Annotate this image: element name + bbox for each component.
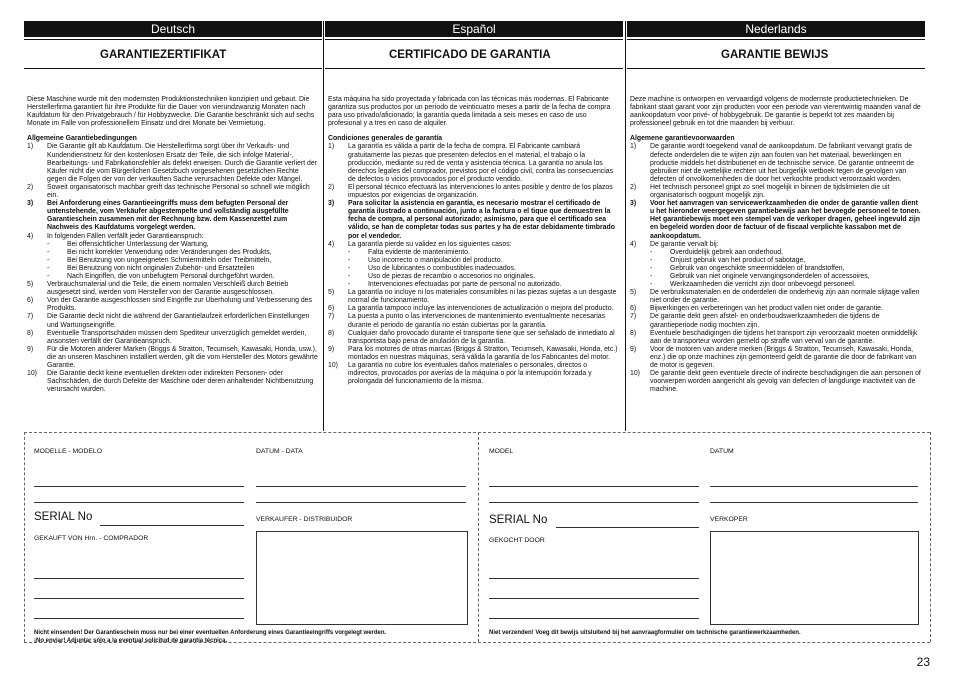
condition-item <box>630 313 921 329</box>
condition-item <box>328 200 619 240</box>
bought-by-label: GEKOCHT DOOR <box>489 537 545 544</box>
condition-number: 2) <box>27 183 34 191</box>
condition-text: Eventuele beschadigingen die tijdens het transport zijn veroorzaakt moeten onmiddellijk aan de transporteur worden gemeld op straffe van verval van de garantie. <box>650 329 918 345</box>
exclusion-item <box>328 265 619 273</box>
model-label: MODELLE - MODELO <box>34 448 102 455</box>
condition-text: Bei Anforderung eines Garantieeingriffs muss dem befugten Personal der untenstehende, vom Verkäufer abgestempelte und vollständig ausgefüllte Garantieschein zusammen mit der Rechnung bzw. dem Kassenzettel zum Nachweis des Kaufdatums vorgelegt werden. <box>47 200 289 232</box>
bought-by-label: GEKAUFT VON Hrn. - COMPRADOR <box>34 535 149 542</box>
card-note: Nicht einsenden! Der Garantieschein muss nur bei einer eventuellen Anforderung eines Garantieeingriffs vorgelegt werden. ¡No enviar! Adjuntar sólo a la eventual solicitud de garantía técnica. <box>34 630 387 644</box>
bullet-dash: - <box>650 272 653 280</box>
condition-number: 10) <box>27 370 37 378</box>
date-label: DATUM <box>710 448 734 455</box>
exclusion-item <box>630 273 921 281</box>
bullet-dash: - <box>650 264 653 272</box>
model-field[interactable] <box>34 502 244 503</box>
serial-label: SERIAL No <box>489 514 548 526</box>
condition-item <box>328 241 619 249</box>
exclusion-item <box>27 265 318 273</box>
bullet-dash: - <box>47 240 50 248</box>
condition-item <box>328 330 619 346</box>
condition-item <box>328 184 619 200</box>
condition-item <box>630 346 921 370</box>
exclusion-item <box>27 257 318 265</box>
buyer-field[interactable] <box>489 598 699 599</box>
buyer-field[interactable] <box>34 618 244 619</box>
condition-number: 1) <box>630 143 637 151</box>
serial-field[interactable] <box>100 525 244 526</box>
column-deutsch <box>24 21 322 394</box>
serial-label: SERIAL No <box>34 511 93 523</box>
date-field[interactable] <box>256 502 466 503</box>
conditions-heading: Condiciones generales de garantía <box>328 135 443 143</box>
serial-field[interactable] <box>556 527 699 528</box>
condition-item <box>27 313 318 329</box>
model-field[interactable] <box>489 502 699 503</box>
condition-text: La garantía no incluye ni los materiales consumibles ni las piezas sujetas a un desgaste normal de funcionamiento. <box>348 289 617 305</box>
language-header: Nederlands <box>627 21 925 37</box>
condition-number: 8) <box>328 329 335 337</box>
buyer-field[interactable] <box>34 598 244 599</box>
page-number: 23 <box>916 655 930 669</box>
condition-text: Para solicitar la asistencia en garantía, es necesario mostrar el certificado de garantía ilustrado a continuación, junto a la factura o el tique que demuestren la fecha de compra, al personal autorizado; asimismo, para que el certificado sea válido, se han de completar todas sus partes y ha de estar debidamente timbrado por el vendedor. <box>348 200 615 240</box>
condition-number: 3) <box>630 200 637 208</box>
condition-item <box>630 289 921 305</box>
exclusion-text: Bei Benutzung von nicht originalen Zubehör- und Ersatzteilen <box>67 264 255 272</box>
exclusion-text: Falta evidente de mantenimiento. <box>368 248 470 256</box>
exclusion-text: Overduidelijk gebrek aan onderhoud, <box>670 248 784 256</box>
cut-line <box>24 432 930 433</box>
bullet-dash: - <box>348 272 351 280</box>
condition-text: Het technisch personeel grijpt zo snel mogelijk in binnen de tijdslimieten die uit organisatorisch oogpunt mogelijk zijn. <box>650 183 890 200</box>
condition-number: 1) <box>328 143 335 151</box>
exclusion-item <box>328 249 619 257</box>
column-divider <box>323 21 324 431</box>
condition-number: 6) <box>328 305 335 313</box>
condition-item <box>27 281 318 297</box>
condition-text: La garantía no cubre los eventuales daños materiales o personales, directos o indirectos, provocados por averías de la máquina o por la interrupción forzada y prolongada del funcionamiento de la misma. <box>348 362 592 386</box>
condition-item <box>27 233 318 241</box>
condition-item <box>27 200 318 232</box>
condition-text: La garantía es válida a partir de la fecha de compra. El Fabricante cambiará gratuitamente las piezas que presenten defectos en el material, el trabajo o la producción, mediante su red de venta y asistencia técnica. La garantía no anula los derechos legales del comprador, previstos por el código civil, contra las consecuencias de defectos o vicios provocados por el producto vendido. <box>348 143 614 183</box>
exclusion-item <box>27 241 318 249</box>
condition-number: 1) <box>27 143 34 151</box>
condition-item <box>630 184 921 200</box>
conditions-heading: Algemene garantievoorwaarden <box>630 135 735 143</box>
exclusion-item <box>328 281 619 289</box>
exclusion-item <box>630 249 921 257</box>
condition-item <box>27 184 318 200</box>
bullet-dash: - <box>47 248 50 256</box>
condition-item <box>630 143 921 183</box>
exclusion-item <box>27 249 318 257</box>
buyer-field[interactable] <box>489 578 699 579</box>
language-header: Español <box>325 21 623 37</box>
warranty-text <box>325 69 623 386</box>
bullet-dash: - <box>348 256 351 264</box>
condition-item <box>630 241 921 249</box>
exclusion-text: Nach Eingriffen, die von unbefugtem Personal durchgeführt wurden. <box>67 272 275 280</box>
condition-text: Voor de motoren van andere merken (Briggs & Stratton, Tecumseh, Kawasaki, Honda, enz.) die op onze machines zijn gemonteerd geldt de garantie die door de fabrikant van de motor is gegeven. <box>650 345 917 369</box>
bullet-dash: - <box>348 264 351 272</box>
condition-text: Voor het aanvragen van servicewerkzaamheden die onder de garantie vallen dient u het hieronder weergegeven garantiebewijs aan het bevoegde personeel te tonen. Het garantiebewijs moet een stempel van de verkoper dragen, geheel ingevuld zijn en begeleid worden door de factuur of de fiscaal verplichte kassabon met de aankoopdatum. <box>650 200 921 240</box>
date-label: DATUM - DATA <box>256 448 303 455</box>
condition-number: 9) <box>630 345 637 353</box>
condition-text: Cualquier daño provocado durante el transporte tiene que ser señalado de inmediato al transportista bajo pena de anulación de la garantía. <box>348 329 615 345</box>
intro-paragraph: Diese Maschine wurde mit den modernsten Produktionstechniken konzipiert und gebaut. Die Herstellerfirma garantiert für ihre Produkte für die Dauer von vierundzwanzig Monaten nach Kaufdatum für den Privatgebrauch / für Hobbyzwecke. Die Garantie beschränkt sich auf sechs Monate im Falle von professionellem Einsatz und drei Monate bei Vermietung. <box>27 96 315 128</box>
condition-number: 5) <box>27 281 34 289</box>
exclusion-item <box>630 281 921 289</box>
condition-item <box>630 200 921 240</box>
condition-text: Die Garantie gilt ab Kaufdatum. Die Herstellerfirma sorgt über ihr Verkaufs- und Kundendienstnetz für den kostenlosen Ersatz der Teile, die sich infolge Material-, Bearbeitungs- und Fabrikationsfehler als defekt erweisen. Durch die Garantie verliert der Käufer nicht die vom Bürgerlichen Gesetzbuch vorgesehenen gesetzlichen Rechte gegen die Folgen der von der verkauften Sache verursachten Defekte oder Mängel. <box>47 143 318 183</box>
exclusion-text: Gebruik van niet originele vervangingsonderdelen of accessoires, <box>670 272 870 280</box>
model-label: MODEL <box>489 448 514 455</box>
date-field[interactable] <box>256 486 466 487</box>
date-field[interactable] <box>710 486 918 487</box>
column-nederlands <box>627 21 925 394</box>
exclusion-text: Werkzaamheden die verricht zijn door onbevoegd personeel. <box>670 281 856 289</box>
condition-number: 8) <box>630 329 637 337</box>
bullet-dash: - <box>650 256 653 264</box>
model-field[interactable] <box>34 486 244 487</box>
condition-text: La puesta a punto o las intervenciones de mantenimiento eventualmente necesarias durante el periodo de garantía no están cubiertas por la garantía. <box>348 313 606 329</box>
buyer-field[interactable] <box>489 618 699 619</box>
condition-text: De garantie dekt geen afstel- en onderhoudswerkzaamheden die tijdens de garantieperiode nodig mochten zijn. <box>650 313 880 329</box>
condition-number: 5) <box>630 289 637 297</box>
exclusion-text: Bei Benutzung von ungeeigneten Schmiermitteln oder Treibmitteln, <box>67 256 272 264</box>
seller-label: VERKAUFER - DISTRIBUIDOR <box>256 516 353 523</box>
column-espanol <box>325 21 623 386</box>
intro-paragraph: Esta máquina ha sido proyectada y fabricada con las técnicas más modernas. El Fabricante garantiza sus productos por un período de veinticuatro meses a partir de la fecha de compra para uso privado/aficionado; la garantía queda limitada a seis meses en caso de uso profesional y a tres en caso de alquiler. <box>328 96 611 128</box>
condition-item <box>27 143 318 183</box>
condition-number: 4) <box>27 232 34 240</box>
condition-item <box>328 289 619 305</box>
exclusion-text: Bei offensichtlicher Unterlassung der Wartung, <box>67 240 209 248</box>
exclusion-text: Gebruik van ongeschikte smeermiddelen of brandstoffen, <box>670 264 845 272</box>
cut-line <box>930 432 931 642</box>
language-header: Deutsch <box>24 21 322 37</box>
condition-text: Für die Motoren anderer Marken (Briggs & Stratton, Tecumseh, Kawasaki, Honda, usw.), die an unseren Maschinen installiert werden, gilt die vom Hersteller des Motors gewährte Garantie. <box>47 345 318 369</box>
condition-text: De garantie dekt geen eventuele directe of indirecte beschadigingen die aan personen of voorwerpen worden aangericht als gevolg van defecten of langdurige inactiviteit van de machine. <box>650 370 921 394</box>
exclusion-text: Bei nicht korrekter Verwendung oder Veränderungen des Produkts, <box>67 248 272 256</box>
condition-number: 6) <box>630 305 637 313</box>
condition-text: Soweit organisatorisch machbar greift das technische Personal so schnell wie möglich ein. <box>47 183 310 200</box>
condition-item <box>630 370 921 394</box>
exclusion-item <box>630 265 921 273</box>
condition-text: La garantía pierde su validez en los siguientes casos: <box>348 240 512 248</box>
exclusion-text: Intervenciones efectuadas por parte de personal no autorizado. <box>368 281 562 289</box>
condition-text: De garantie vervalt bij: <box>650 240 719 248</box>
exclusion-text: Uso incorrecto o manipulación del producto. <box>368 256 503 264</box>
warranty-text <box>24 69 322 394</box>
condition-item <box>27 370 318 394</box>
section-title: GARANTIE BEWIJS <box>627 39 925 69</box>
bullet-dash: - <box>348 281 351 289</box>
condition-number: 2) <box>328 183 335 191</box>
condition-number: 3) <box>27 200 34 208</box>
card-note: Niet verzenden! Voeg dit bewijs uitsluitend bij het aanvraagformulier om technische garantiewerkzaamheden. <box>489 630 801 636</box>
exclusion-item <box>27 273 318 281</box>
condition-number: 10) <box>328 362 338 369</box>
cut-line <box>24 432 25 642</box>
condition-item <box>27 346 318 370</box>
condition-item <box>328 362 619 386</box>
seller-label: VERKOPER <box>710 516 748 523</box>
condition-item <box>328 346 619 362</box>
exclusion-item <box>630 257 921 265</box>
condition-number: 7) <box>27 313 34 321</box>
condition-item <box>328 305 619 313</box>
condition-number: 10) <box>630 370 640 378</box>
exclusion-item <box>328 273 619 281</box>
condition-text: De verbruiksmaterialen en de onderdelen die onderhevig zijn aan normale slijtage vallen niet onder de garantie. <box>650 289 920 305</box>
model-field[interactable] <box>489 486 699 487</box>
condition-text: Von der Garantie ausgeschlossen sind Eingriffe zur Überholung und Verbesserung des Produkts. <box>47 297 312 313</box>
buyer-field[interactable] <box>34 578 244 579</box>
cut-line <box>478 432 479 642</box>
section-title: GARANTIEZERTIFIKAT <box>24 39 322 69</box>
condition-number: 5) <box>328 289 335 297</box>
bullet-dash: - <box>47 272 50 280</box>
condition-item <box>328 313 619 329</box>
condition-item <box>630 330 921 346</box>
bullet-dash: - <box>650 248 653 256</box>
condition-number: 4) <box>328 240 335 248</box>
condition-text: In folgenden Fällen verfällt jeder Garantieanspruch: <box>47 232 204 240</box>
bullet-dash: - <box>47 264 50 272</box>
seller-stamp-box[interactable] <box>710 531 919 625</box>
date-field[interactable] <box>710 502 918 503</box>
conditions-heading: Allgemeine Garantiebedingungen <box>27 135 137 143</box>
bullet-dash: - <box>47 256 50 264</box>
condition-text: Bijwerkingen en verbeteringen van het product vallen niet onder de garantie. <box>650 305 883 313</box>
condition-item <box>27 297 318 313</box>
condition-item <box>630 305 921 313</box>
condition-number: 6) <box>27 297 34 305</box>
condition-number: 8) <box>27 329 34 337</box>
condition-text: Eventuelle Transportschäden müssen dem Spediteur unverzüglich gemeldet werden, ansonsten verfällt der Garantieanspruch. <box>47 329 307 345</box>
condition-text: El personal técnico efectuará las intervenciones lo antes posible y dentro de los plazos impuestos por exigencias de organización. <box>348 183 613 200</box>
condition-number: 7) <box>328 313 335 321</box>
condition-number: 3) <box>328 200 335 208</box>
exclusion-text: Onjuist gebruik van het product of sabotage, <box>670 256 806 264</box>
condition-text: La garantía tampoco incluye las intervenciones de actualización o mejora del producto. <box>348 305 614 313</box>
condition-number: 4) <box>630 240 637 248</box>
condition-text: Verbrauchsmaterial und die Teile, die einem normalen Verschleiß durch Betrieb ausgesetzt sind, werden vom Hersteller von der Garantie ausgeschlossen. <box>47 281 289 297</box>
bullet-dash: - <box>348 248 351 256</box>
condition-text: Para los motores de otras marcas (Briggs & Stratton, Tecumseh, Kawasaki, Honda, etc.) montados en nuestras máquinas, será válida la garantía de los Fabricantes del motor. <box>348 345 618 361</box>
condition-text: De garantie wordt toegekend vanaf de aankoopdatum. De fabrikant vervangt gratis de defecte onderdelen die te wijten zijn aan fouten van het materiaal, bewerkingen en productie middels het distributienet en de technische service. De garantie ontneemt de gebruiker niet de wettelijke rechten uit het burgerlijk wetboek tegen de gevolgen van defecten of onvolkomenheden die door het verkochte product veroorzaakt worden. <box>650 143 914 183</box>
seller-stamp-box[interactable] <box>256 531 468 625</box>
intro-paragraph: Deze machine is ontworpen en vervaardigd volgens de modernste productietechnieken. De fabrikant staat garant voor zijn producten voor een periode van vierentwintig maanden vanaf de aankoopdatum voor privé- of hobbygebruik. De garantie is beperkt tot zes maanden bij professioneel gebruik en tot drie maanden bij verhuur. <box>630 96 921 128</box>
section-title: CERTIFICADO DE GARANTIA <box>325 39 623 69</box>
condition-number: 7) <box>630 313 637 321</box>
condition-number: 2) <box>630 183 637 191</box>
warranty-text <box>627 69 925 394</box>
exclusion-item <box>328 257 619 265</box>
condition-number: 9) <box>328 345 335 353</box>
condition-item <box>27 330 318 346</box>
exclusion-text: Uso de lubricantes o combustibles inadecuados. <box>368 264 516 272</box>
condition-item <box>328 143 619 183</box>
condition-number: 9) <box>27 345 34 353</box>
condition-text: Die Garantie deckt nicht die während der Garantielaufzeit erforderlichen Einstellungen und Wartungseingriffe. <box>47 313 310 329</box>
condition-text: Die Garantie deckt keine eventuellen direkten oder indirekten Personen- oder Sachschäden, die durch Defekte der Maschine oder deren anhaltender Nichtbenutzung verursacht wurden. <box>47 370 314 394</box>
bullet-dash: - <box>650 281 653 289</box>
column-divider <box>625 21 626 431</box>
exclusion-text: Uso de piezas de recambio o accesorios no originales. <box>368 272 535 280</box>
